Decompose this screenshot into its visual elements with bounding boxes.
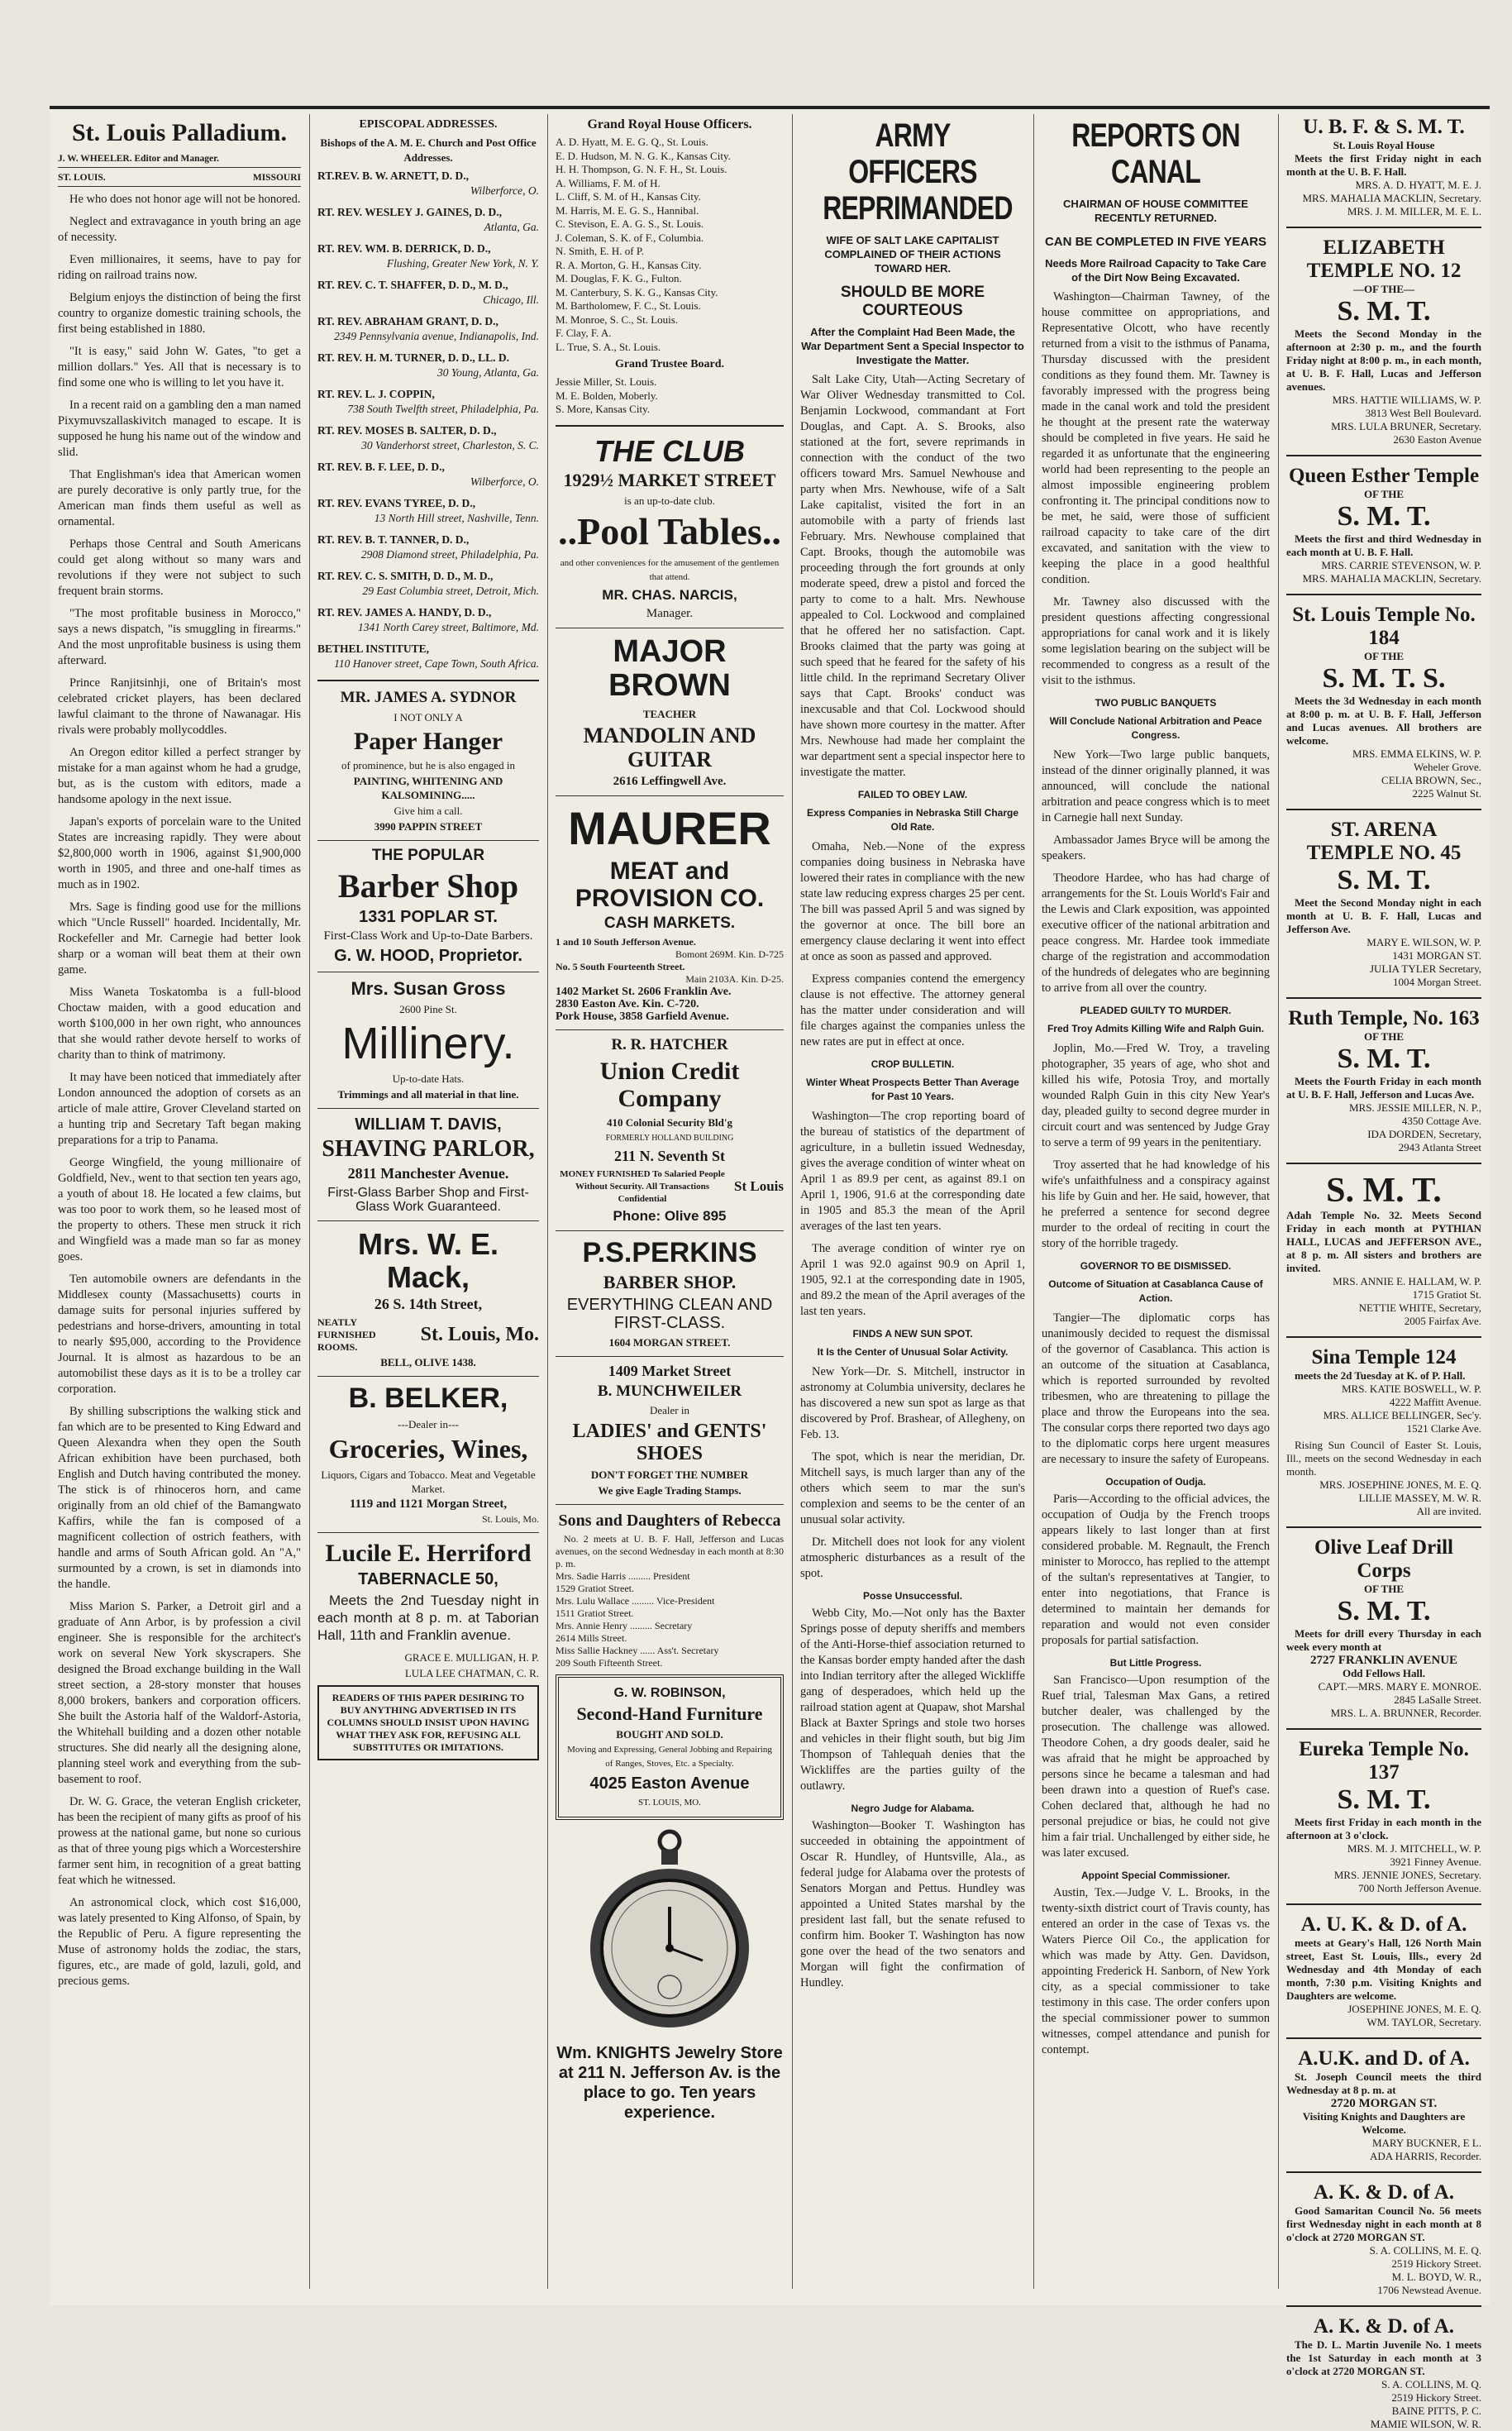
readers-notice: READERS OF THIS PAPER DESIRING TO BUY ANYTHING ADVERTISED IN ITS COLUMNS SHOULD INSIST UPON HAVING WHAT THEY ASK FOR, REFUSING ALL SUBSTITUTES OR IMITATIONS. [317,1685,539,1760]
officer-entry: N. Smith, E. H. of P. [556,245,644,257]
paragraph: Japan's exports of porcelain ware to the United States are increasing rapidly. They were about $2,800,000 worth in 1906, against $1,900,000 worth in 1905, and three and one-half times as much as in 1902. [58,815,301,891]
paragraph: An Oregon editor killed a perfect stranger by mistake for a man against whom he had a grudge, but, as is the custom with editors, made a handsome apology in the next issue. [58,746,301,806]
headline-canal: REPORTS ON CANAL [1071,117,1240,190]
bishop-address: 29 East Columbia street, Detroit, Mich. [362,585,539,597]
lodge-officer: MRS. J. M. MILLER, M. E. L. [1347,205,1481,217]
bishop-address: Flushing, Greater New York, N. Y. [386,257,539,270]
paragraph: Paris—According to the official advices, the occupation of Oudja by the French troops appears likely to last longer than at first considered probable. M. Regnault, the French minister to Morocco, has replied to the attempt of the sultan's representatives at Tangier, to enter into negotiations, that France is determined to maintain her demands for reparation and would not even consider proposals for partial satisfaction. [1042,1493,1270,1647]
bishop-entry [317,278,539,308]
lodge-body: Meet the Second Monday night in each month at U. B. F. Hall, Lucas and Jefferson Ave. [1286,896,1481,935]
paragraph: Dr. W. G. Grace, the veteran English cricketer, has been the recipient of many gifts as proof of his prowess at the national game, but none so curious as that of three young pigs which a Worcestershire farmer sent him, in recognition of a great batting feat which he witnessed. [58,1795,301,1887]
lodge-sub: OF THE [1363,1583,1405,1595]
bishop-entry [317,533,539,562]
paragraph: San Francisco—Upon resumption of the Ruef trial, Talesman Max Gans, a retired butcher dealer, was challenged by the prosecution. The challenge was allowed. Theodore Cohen, a dry goods dealer, said he was afraid that he might be approached by persons since he became a talesman and had been drawn into a question of Ruef's case. Cohen declared that, although he had no personal prejudice or bias, he could not give him a fair trial. Unchallenged by either side, he was later excused. [1042,1674,1270,1860]
bishop-entry [317,460,539,490]
ad-davis-shaving: WILLIAM T. DAVIS, SHAVING PARLOR, 2811 Manchester Avenue. First-Glass Barber Shop and First-Glass Work Guaranteed. [322,1115,535,1214]
story-banquets [1042,747,1270,996]
paragraph: Prince Ranjitsinhji, one of Britain's most celebrated cricket players, has been declared lawful claimant to the throne of Nawanagar. His rivals were probably mollycoddles. [58,676,301,737]
bishop-name: RT. REV. C. S. SMITH, D. D., M. D., [317,570,494,582]
lodge-officer: 2630 Easton Avenue [1393,433,1481,446]
lodge-body: Meets the Fourth Friday in each month at U. B. F. Hall, Jefferson and Lucas Ave. [1286,1075,1481,1101]
lodge-officer: 2519 Hickory Street. [1391,2391,1481,2404]
ad-robinson: G. W. ROBINSON, Second-Hand Furniture BOUGHT AND SOLD. Moving and Expressing, General Jobbing and Repairing of Ranges, Stoves, Etc. a Specialty. 4025 Easton Avenue ST. LOUIS, MO. [556,1674,784,1820]
lodge-officer: 4350 Cottage Ave. [1401,1115,1481,1127]
paragraph: Mr. Tawney also discussed with the president questions affecting congressional appropriations for canal work and it is likely some legislation bearing on the subject will be recommended to congress as a result of the visit to the isthmus. [1042,595,1270,687]
lodge-officer: 1431 MORGAN ST. [1392,949,1481,962]
bishop-address: 1341 North Carey street, Baltimore, Md. [358,621,539,633]
officer-entry: R. A. Morton, G. H., Kansas City. [556,258,702,271]
bishop-name: BETHEL INSTITUTE, [317,642,430,655]
paragraph: New York—Dr. S. Mitchell, instructor in astronomy at Columbia university, declares he has discovered a new sun spot as large as that discovered by Prof. Brashear, of Allegheny, on Feb. 13. [800,1365,1025,1441]
lodge-officer: MRS. L. A. BRUNNER, Recorder. [1330,1707,1481,1719]
lodge-line: Visiting Knights and Daughters are Welcome. [1302,2110,1466,2136]
bishop-name: RT. REV. B. T. TANNER, D. D., [317,533,470,546]
paragraph: Dr. Mitchell does not look for any violent atmospheric disturbances as a result of the spot. [800,1535,1025,1580]
bishop-entry [317,642,539,671]
lodge-officer: 1706 Newstead Avenue. [1377,2284,1481,2296]
masthead-title: St. Louis Palladium. [71,119,288,146]
lodge-notice [1286,116,1481,218]
lodge-divider [1286,455,1481,456]
lodge-emblem: S. M. T. [1337,1784,1431,1815]
lodge-title: A. K. & D. of A. [1313,2181,1455,2204]
lodge-officer: Weheler Grove. [1414,761,1481,773]
story-canal [1042,289,1270,689]
bishop-name: RT. REV. MOSES B. SALTER, D. D., [317,424,497,437]
column-5: REPORTS ON CANAL CHAIRMAN OF HOUSE COMMITTEE RECENTLY RETURNED. CAN BE COMPLETED IN FIVE YEARS Needs More Railroad Capacity to Take Care of the Dirt Now Being Excavated. Washington—Chairman Tawney, of the house committee on appropriations, and Representative Olcott, who have recently returned from a visit to the isthmus of Panama, Thursday discussed with the president conditions as they found them. Mr. Tawney is favorably impressed with the progress being made in the canal work and told the president he thought at the present rate the waterway should be completed in five years. He said he regarded it as unfortunate that the engineering world had been representing to the people an almost impossible engineering problem confronting it. The principal conditions now to be met, he said, were those of sufficient railroad capacity to take care of the dirt excavated, and sanitation with the view to keeping the place in a good healthful condition. Mr. Tawney also discussed with the president questions affecting congressional appropriations for canal work and it is likely some legislation bearing on the subject will be recommended to congress as a result of the visit to the isthmus. TWO PUBLIC BANQUETS Will Conclude National Arbitration and Peace Congress. New York—Two large public banquets, instead of the dinner originally planned, it was announced, will conclude the national arbitration and peace congress which is to meet in Carnegie hall next Sunday. Ambassador James Bryce will be among the speakers. Theodore Hardee, who has had charge of arrangements for the St. Louis World's Fair and the Lewis and Clark exposition, was appointed executive officer of the national arbitration and peace congress. Mr. Hardee took immediate charge of the registration and accommodation of the hundreds of delegates who are beginning to arrive from all over the country. PLEADED GUILTY TO MURDER. Fred Troy Admits Killing Wife and Ralph Guin. Joplin, Mo.—Fred W. Troy, a traveling photographer, 35 years of age, who shot and killed his wife, Potosia Troy, and mortally wounded Ralph Guin in this city New Year's day, pleaded guilty to second degree murder in circuit court and was sentenced by Judge Gray to serve a term of 99 years in the penitentiary. Troy asserted that he had knowledge of his wife's unfaithfulness and a conspiracy against his life by Guin and her. He said, however, that he preferred a sentence for second degree murder to the ordeal of reciting in court the story of the horrible tragedy. GOVERNOR TO BE DISMISSED. Outcome of Situation at Casablanca Cause of Action. Tangier—The diplomatic corps has unanimously decided to request the dismissal of the governor of Casablanca. This action is an outcome of the situation at Casablanca, which is reported surrounded by revolted tribesmen, who are threatening to pillage the place and throw the Europeans into the sea. The consular corps there reported two days ago to the diplomatic corps here urgent measures are necessary to insure the safety of Europeans. Occupation of Oudja. Paris—According to the official advices, the occupation of Oudja by the French troops appears likely to last longer than at first considered probable. M. Regnault, the French minister to Morocco, has replied to the attempt of the sultan's representatives at Tangier, to enter into negotiations, that France is determined to maintain her demands for reparation and would not even consider proposals for partial satisfaction. But Little Progress. San Francisco—Upon resumption of the Ruef trial, Talesman Max Gans, a retired butcher dealer, was challenged by the prosecution. The challenge was allowed. Theodore Cohen, a dry goods dealer, said he was afraid that he might be approached by persons since he became a talesman and had been drawn into a question of Ruef's case. Cohen declared that, although he had no personal prejudice or bias, he could not give him a fair trial. Unchallenged by either side, he was later excused. Appoint Special Commissioner. Austin, Tex.—Judge V. L. Brooks, in the twenty-sixth district court of Travis county, has entered an order in the case of Texas vs. the Waters Pierce Oil Co., the application for which was made by Atty. Gen. Davidson, appointing Frederick H. Sanborn, of New York city, as a special commissioner to take testimony in this case. The order confers upon the special commissioner power to summon witnesses, compel attendance and punish for contempt. [1042,117,1270,2056]
lodge-notice [1286,604,1481,800]
bishop-address: 110 Hanover street, Cape Town, South Africa. [334,657,539,670]
story-commissioner [1042,1885,1270,2058]
lodge-officer: 2519 Hickory Street. [1391,2257,1481,2270]
paragraph: Tangier—The diplomatic corps has unanimously decided to request the dismissal of the governor of Casablanca. This action is an outcome of the situation at Casablanca, which is reported surrounded by revolted tribesmen, who are threatening to pillage the place and throw the Europeans into the sea. The consular corps there reported two days ago to the diplomatic corps here urgent measures are necessary to insure the safety of Europeans. [1042,1311,1270,1466]
bishop-name: RT. REV. WESLEY J. GAINES, D. D., [317,206,502,218]
ad-maurer: MAURER MEAT and PROVISION CO. CASH MARKETS. 1 and 10 South Jefferson Avenue. Bomont 269M. Kin. D-725 No. 5 South Fourteenth Street. Main 2103A. Kin. D-25. 1402 Market St. 2606 Franklin Ave. 2830 Easton Ave. Kin. C-720. Pork House, 3858 Garfield Avenue. [556,802,784,1023]
bishop-entry [317,314,539,344]
lodge-title: A.U.K. and D. of A. [1298,2047,1470,2070]
lodge-officer: MRS. JENNIE JONES, Secretary. [1333,1869,1481,1881]
lodge-officer: 2845 LaSalle Street. [1394,1693,1481,1706]
headline-army-officers: ARMY OFFICERS REPRIMANDED [823,117,1013,227]
officer-entry: M. Monroe, S. C., St. Louis. [556,313,679,326]
ad-mack: Mrs. W. E. Mack, 26 S. 14th Street, NEATLY FURNISHED ROOMS. St. Louis, Mo. BELL, OLIVE 1438. [317,1226,539,1368]
paragraph: Mrs. Sage is finding good use for the millions which "Uncle Russell" hoarded. Incidentally, Mr. Rockefeller and Mr. Carnegie had better look sharp or a woman will beat them at their own game. [58,900,301,977]
paragraph: An astronomical clock, which cost $16,000, was lately presented to King Alfonso, of Spain, by the Republic of Peru. A figure representing the Muse of astronomy holds the zodiac, the stars, figures, etc., are made of gold, lazuli, gold, and precious gems. [58,1896,301,1988]
paragraph: Joplin, Mo.—Fred W. Troy, a traveling photographer, 35 years of age, who shot and killed his wife, Potosia Troy, and mortally wounded Ralph Guin in this city New Year's day, pleaded guilty to second degree murder in circuit court and was sentenced by Judge Gray to serve a term of 99 years in the penitentiary. [1042,1042,1270,1149]
officer-entry: M. Douglas, F. K. G., Fulton. [556,272,682,284]
lodge-sub: St. Louis Royal House [1333,139,1435,151]
lodge-officer: LILLIE MASSEY, M. W. R. [1358,1492,1481,1504]
paragraph: Webb City, Mo.—Not only has the Baxter Springs posse of deputy sheriffs and members of the Anti-Horse-thief association returned to the Kansas border empty handed after the dash into Indian territory after the alleged Wickliffe gang of desperadoes, which held up the railroad station agent at Quapaw, shot Marshal Black at Baxter Springs and stole two horses and vehicles in their flight south, but big Jim Thompson of Tahlequah denies that the Wickliffes are the parties guilty of the outlawry. [800,1607,1025,1793]
lodge-sub: OF THE [1363,488,1405,500]
lodge-title: U. B. F. & S. M. T. [1303,116,1465,138]
column-1 [50,114,309,2315]
officer-entry: Miss Sallie Hackney ...... Ass't. Secretary [556,1645,719,1657]
lodge-officer: S. A. COLLINS, M. Q. [1381,2378,1481,2390]
lodge-officer: MAMIE WILSON, W. R. [1370,2418,1481,2430]
lodge-notice [1286,2315,1481,2431]
paragraph: Express companies contend the emergency clause is not effective. The attorney general has the matter under consideration and will file charges against the companies unless the new rates are put in effect at once. [800,972,1025,1048]
lodge-title: Ruth Temple, No. 163 [1288,1007,1480,1029]
ad-gross-millinery: Mrs. Susan Gross 2600 Pine St. Millinery. Up-to-date Hats. Trimmings and all material in that line. [337,977,519,1101]
ad-the-club: THE CLUB 1929½ MARKET STREET is an up-to-date club. ..Pool Tables.. and other conveniences for the amusement of the gentlemen that attend. MR. CHAS. NARCIS, Manager. [558,433,781,620]
bishop-address: 13 North Hill street, Nashville, Tenn. [374,512,539,524]
lodge-officer: JULIA TYLER Secretary, [1369,962,1481,975]
officer-entry: 1511 Gratiot Street. [556,1607,634,1620]
paragraph: Washington—Booker T. Washington has succeeded in obtaining the appointment of Oscar R. Hundley, of Huntsville, Ala., as federal judge for Alabama over the protests of Senators Morgan and Pettus. Hundley was appointed a United States marshal by the president last fall, but the senate refused to confirm him. Booker T. Washington has now gone over the head of the two senators and Morgan will fight the confirmation of Hundley. [800,1819,1025,1989]
bishop-address: 2908 Diamond street, Philadelphia, Pa. [360,548,539,561]
lodge-officer: 2005 Fairfax Ave. [1404,1315,1481,1327]
bishop-entry [317,387,539,417]
bishop-address: 30 Vanderhorst street, Charleston, S. C. [361,439,539,451]
story-crop [800,1109,1025,1320]
paragraph: Ten automobile owners are defendants in the Middlesex county (Massachusetts) courts in damage suits for personal injuries suffered by pedestrians and horse-drivers, amounting in total to nearly $95,000, according to the Providence Journal. It is almost as hazardous to be an automobilist these days as it is to be a trolley car corporation. [58,1273,301,1396]
lodge-body: Meets the 3d Wednesday in each month at 8:00 p. m. at U. B. F. Hall, Jefferson and Lucas avenues. All brothers are welcome. [1286,695,1481,747]
lodge-officer: IDA DORDEN, Secretary, [1367,1128,1481,1140]
ad-herriford: Lucile E. Herriford TABERNACLE 50, Meets the 2nd Tuesday night in each month at 8 p. m. at Taborian Hall, 11th and Franklin avenue. GRACE E. MULLIGAN, H. P. LULA LEE CHATMAN, C. R. [317,1539,539,1679]
trustee-entry: Jessie Miller, St. Louis. [556,375,657,388]
paragraph: He who does not honor age will not be honored. [69,193,301,206]
bishop-entry [317,605,539,635]
lodge-sub: —OF THE— [1352,283,1415,295]
bishop-entry [317,496,539,526]
officer-entry: 2614 Mills Street. [556,1632,627,1645]
paragraph: The spot, which is near the meridian, Dr. Mitchell says, is much larger than any of the others which seem to mar the sun's complexion and seems to be the center of an unusual solar activity. [800,1450,1025,1526]
officer-entry: 209 South Fifteenth Street. [556,1657,663,1669]
lodge-officer: MARY BUCKNER, E L. [1371,2137,1481,2149]
ad-belker: B. BELKER, ---Dealer in--- Groceries, Wines, Liquors, Cigars and Tobacco. Meat and Vegetable Market. 1119 and 1121 Morgan Street, St. Louis, Mo. [321,1382,539,1525]
lodge-officer: MRS. A. D. HYATT, M. E. J. [1355,179,1481,191]
bishop-address: Wilberforce, O. [470,184,539,197]
bishop-name: RT. REV. ABRAHAM GRANT, D. D., [317,315,498,327]
lodge-emblem: S. M. T. [1337,1044,1431,1074]
bishop-entry [317,569,539,599]
lodge-notice [1286,236,1481,447]
lodge-officer: MRS. ANNIE E. HALLAM, W. P. [1333,1275,1481,1287]
lodge-divider [1286,1903,1481,1905]
bishop-name: RT.REV. B. W. ARNETT, D. D., [317,170,469,182]
lodge-divider [1286,1728,1481,1730]
lodge-divider [1286,1526,1481,1528]
paragraph: Omaha, Neb.—None of the express companies doing business in Nebraska have lowered their rates in compliance with the new state law reducing express charges 25 per cent. The bill was passed April 5 and was signed by the governor at once. The bill bore an emergency clause declaring it went into effect at once as soon as passed and approved. [800,840,1025,963]
lodge-officer: 2943 Atlanta Street [1398,1141,1481,1153]
lodge-emblem: S. M. T. S. [1322,663,1446,694]
lodge-officer: MRS. HATTIE WILLIAMS, W. P. [1332,394,1481,406]
bishop-address: 2349 Pennsylvania avenue, Indianapolis, Ind. [334,330,539,342]
bishop-entry [317,241,539,271]
lodge-notice [1286,2047,1481,2163]
ad-barber-shop: THE POPULAR Barber Shop 1331 POPLAR ST. First-Class Work and Up-to-Date Barbers. G. W. HOOD, Proprietor. [323,846,533,965]
story-progress [1042,1673,1270,1861]
lodge-title: Eureka Temple No. 137 [1299,1738,1469,1784]
lodge-notice [1286,1346,1481,1518]
lodge-officer: MRS. ALLICE BELLINGER, Sec'y. [1323,1409,1481,1421]
lodge-title: St. Louis Temple No. 184 [1292,604,1476,649]
lodge-officer: All are invited. [1416,1505,1481,1517]
lodge-officer: BAINE PITTS, P. C. [1391,2405,1481,2417]
bishop-name: RT. REV. WM. B. DERRICK, D. D., [317,242,491,255]
paragraph: The average condition of winter rye on April 1 was 92.0 against 90.9 on April 1, 1905, 92.1 at the corresponding date in 1905, and 89.2 the mean of the April averages of the last ten years. [800,1242,1025,1318]
paragraph: Austin, Tex.—Judge V. L. Brooks, in the twenty-sixth district court of Travis county, has entered an order in the case of Texas vs. the Waters Pierce Oil Co., the application for which was made by Atty. Gen. Davidson, appointing Frederick H. Sanborn, of New York city, as a special commissioner to take testimony in this case. The order confers upon the special commissioner power to summon witnesses, compel attendance and punish for contempt. [1042,1886,1270,2056]
lodge-officer: 700 North Jefferson Avenue. [1358,1882,1481,1894]
officer-entry: H. H. Thompson, G. N. F. H., St. Louis. [556,163,727,175]
story-negro-judge [800,1818,1025,1991]
ad-major-brown: MAJOR BROWN TEACHER MANDOLIN AND GUITAR 2616 Leffingwell Ave. [583,633,756,789]
trustee-heading: Grand Trustee Board. [614,358,725,370]
top-rule [50,106,1490,109]
lodge-officer: MRS. LULA BRUNER, Secretary. [1331,420,1481,432]
lodge-officer: MRS. MAHALIA MACKLIN, Secretary. [1302,192,1481,204]
officer-entry: 1529 Gratiot Street. [556,1583,634,1595]
lodge-officer: MRS. CARRIE STEVENSON, W. P. [1321,559,1481,571]
story-oudja [1042,1492,1270,1649]
ad-perkins: P.S.PERKINS BARBER SHOP. EVERYTHING CLEAN AND FIRST-CLASS. 1604 MORGAN STREET. [566,1237,773,1349]
paragraph: Salt Lake City, Utah—Acting Secretary of War Oliver Wednesday transmitted to Col. Benjamin Lockwood, commandant at Fort Douglas, and Capt. A. S. Brooks, also stationed at the fort, severe reprimands in connection with the conduct of the two officers toward Mrs. Samuel Newhouse and party when Mrs. Newhouse, wife of a Salt Lake capitalist, visited the fort in an automobile with a party of friends last February. Mrs. Newhouse complained that Capt. Brooks, though the automobile was proceeding through the fort grounds at only moderate speed, drew a pistol and forced the party to come to a halt. Mrs. Newhouse appealed to Col. Lockwood and complained that he offered her no satisfaction. Capt. Brooks claimed that the party was going at such speed that he feared for the safety of his little child. In the reprimand Secretary Oliver says that Capt. Brooks' conduct was inexcusable and that Col. Lockwood should have shown more courtesy in the matter. After Mrs. Newhouse had made her complaint the war department sent a special inspector here to investigate the matter. [800,373,1025,779]
lodge-divider [1286,2037,1481,2039]
lodge-body: meets the 2d Tuesday at K. of P. Hall. [1295,1369,1466,1382]
lodge-officer: MRS. JESSIE MILLER, N. P., [1349,1101,1481,1114]
paragraph: Miss Marion S. Parker, a Detroit girl and a graduate of Ann Arbor, is by profession a civil engineer. She is responsible for the architect's work on several New York skyscrapers. She designed the Broad exchange building in the Wall street section, a 28-story monster that houses 8,000 brokers, bankers and corporation officers. She built the Astoria half of the Waldorf-Astoria, the Whitehall building and a dozen other notable structures. She did nearly all the designing alone, planning steel work and everything from the sub-basement to roof. [58,1600,301,1786]
story-army [800,372,1025,781]
lodge-body: Meets first Friday in each month in the afternoon at 3 o'clock. [1286,1816,1481,1841]
story-sun-spot [800,1364,1025,1582]
episcopal-heading: EPISCOPAL ADDRESSES. [359,118,498,131]
column-3 [547,114,792,2315]
lodge-address: 2720 MORGAN ST. [1330,2097,1438,2110]
lodge-officer: 1715 Gratiot St. [1412,1288,1481,1301]
lodge-divider [1286,809,1481,810]
masthead-state: MISSOURI [252,173,301,183]
bishop-name: RT. REV. C. T. SHAFFER, D. D., M. D., [317,279,508,291]
lodge-officer: CELIA BROWN, Sec., [1381,774,1481,786]
bishop-entry [317,351,539,380]
lodge-emblem: S. M. T. [1337,865,1431,896]
lodge-title: Sina Temple 124 [1311,1346,1457,1368]
officer-entry: Mrs. Sadie Harris ......... President [556,1570,690,1583]
lodge-notice [1286,1738,1481,1895]
lodge-emblem: S. M. T. [1326,1172,1442,1210]
bishop-entry [317,205,539,235]
lodge-divider [1286,1336,1481,1338]
ad-rebecca: Sons and Daughters of Rebecca No. 2 meets at U. B. F. Hall, Jefferson and Lucas avenues, on the second Wednesday in each month at 8:30 p. m. Mrs. Sadie Harris ......... President 1529 Gratiot Street. Mrs. Lulu Wallace ......... Vice-President 1511 Gratiot Street. Mrs. Annie Henry ......... Secretary 2614 Mills Street. Miss Sallie Hackney ...... Ass't. Secretary 209 South Fifteenth Street. [556,1512,784,1669]
lodge-body: The D. L. Martin Juvenile No. 1 meets the 1st Saturday in each month at 3 o'clock at 2720 MORGAN ST. [1286,2338,1481,2377]
pocket-watch-icon [587,1828,752,2035]
bishop-address: 738 South Twelfth street, Philadelphia, Pa. [347,403,539,415]
bishop-entry [317,169,539,198]
lodge-notice [1286,1007,1481,1154]
trustee-entry: S. More, Kansas City. [556,403,650,415]
bishop-address: Chicago, Ill. [483,294,539,306]
paragraph: Perhaps those Central and South Americans could get along without so many wars and revolutions if they were not subject to such frequent brain storms. [58,537,301,598]
officer-entry: E. D. Hudson, M. N. G. K., Kansas City. [556,149,731,162]
officer-entry: L. True, S. A., St. Louis. [556,340,661,353]
lodge-body: meets at Geary's Hall, 126 North Main street, East St. Louis, Ills., every 2d Wednesday and 4th Monday of each month, 7:30 p.m. Visiting Knights and Daughters are welcome. [1286,1937,1481,2002]
lodge-sub: OF THE [1363,650,1405,662]
paragraph: Even millionaires, it seems, have to pay for riding on railroad trains now. [58,253,301,282]
bishop-name: RT. REV. L. J. COPPIN, [317,388,435,400]
bishop-name: RT. REV. B. F. LEE, D. D., [317,461,445,473]
story-express [800,839,1025,1050]
officer-entry: M. Harris, M. E. G. S., Hannibal. [556,203,699,217]
story-posse [800,1606,1025,1794]
paragraph: "It is easy," said John W. Gates, "to get a million dollars." Yes. All that is necessary is to find some one who is willing to let you have it. [58,345,301,389]
ad-hatcher: R. R. HATCHER Union Credit Company 410 Colonial Security Bld'g FORMERLY HOLLAND BUILDING 211 N. Seventh St MONEY FURNISHED To Salaried People Without Security. All Transactions Confidential St Louis Phone: Olive 895 [560,1035,784,1224]
paragraph: Washington—Chairman Tawney, of the house committee on appropriations, and Representative Olcott, who have recently returned from a visit to the isthmus of Panama, Thursday discussed with the president conditions as they found them. Mr. Tawney is favorably impressed with the progress being made in the canal work and told the president he thought at the present rate the waterway should be completed in five years. He said he regarded it as unfortunate that the engineering world had been representing to the people an almost impossible engineering problem confronting it. The principal conditions now to be met, he said, were those of sufficient railroad capacity to take care of the dirt excavated, and sanitation with the view to keeping the place in a good healthful condition. [1042,290,1270,586]
lodge-divider [1286,1163,1481,1164]
masthead-editor: J. W. WHEELER. Editor and Manager. [58,154,301,168]
lodge-title: A. U. K. & D. of A. [1300,1913,1467,1936]
lodge-emblem: S. M. T. [1337,1596,1431,1626]
lodge-extra: Rising Sun Council of Easter St. Louis, Ill., meets on the second Wednesday in each month. [1286,1439,1481,1478]
officer-entry: Mrs. Annie Henry ......... Secretary [556,1620,693,1632]
lodge-title: Queen Esther Temple [1288,465,1480,487]
officer-entry: A. Williams, F. M. of H. [556,176,661,189]
lodge-officer: MRS. KATIE BOSWELL, W. P. [1341,1383,1481,1395]
bishop-name: RT. REV. EVANS TYREE, D. D., [317,497,475,509]
lodge-title: ELIZABETH TEMPLE NO. 12 [1306,236,1462,282]
paragraph: By shilling subscriptions the walking stick and fan which are to be presented to King Edward and Queen Alexandra when they open the South African exhibition have been purchased, both English and Dutch having contributed the money. The stick is of rhinoceros horn, and came originally from an old chief of the Bamangwato Kaffirs, while the fan is composed of a magnificent collection of ostrich feathers, with handle and arms of South African gold. An "A," surmounted by a crown, is set in diamonds into the handle. [58,1405,301,1591]
lodge-notice [1286,465,1481,585]
masthead-city: ST. LOUIS. [58,173,106,183]
lodge-title: ST. ARENA TEMPLE NO. 45 [1306,819,1462,864]
bishop-name: RT. REV. H. M. TURNER, D. D., LL. D. [317,351,510,364]
lodge-divider [1286,2305,1481,2307]
lodge-officer: MRS. EMMA ELKINS, W. P. [1352,747,1481,760]
paragraph: That Englishman's idea that American women are purely decorative is only partly true, for the American man finds them useful as well as ornamental. [58,468,301,528]
lodge-body: Meets the first Friday night in each month at the U. B. F. Hall. [1286,152,1481,178]
royal-house-heading: Grand Royal House Officers. [587,117,752,131]
masthead-location [58,173,301,187]
bishop-entry [317,423,539,453]
lodge-emblem: S. M. T. [1337,296,1431,327]
bishop-address: 30 Young, Atlanta, Ga. [436,366,539,379]
lodge-body: Meets for drill every Thursday in each week every month at [1286,1627,1481,1653]
bishop-address: Atlanta, Ga. [484,221,539,233]
lodge-officer: 4222 Maffitt Avenue. [1389,1396,1481,1408]
lodge-officer: MRS. M. J. MITCHELL, W. P. [1347,1842,1481,1855]
lodge-divider [1286,227,1481,228]
officer-entry: Mrs. Lulu Wallace ......... Vice-President [556,1595,715,1607]
bishops-subheading: Bishops of the A. M. E. Church and Post Office Addresses. [320,136,537,164]
lodge-divider [1286,2171,1481,2173]
ad-munchweiler: 1409 Market Street B. MUNCHWEILER Dealer in LADIES' and GENTS' SHOES DON'T FORGET THE NUMBER We give Eagle Trading Stamps. [572,1362,767,1497]
officer-list [556,136,784,354]
ad-knights: Wm. KNIGHTS Jewelry Store at 211 N. Jefferson Av. is the place to go. Ten years experience. [556,2044,783,2123]
column-6 [1278,114,1490,2430]
lodge-officer: MARY E. WILSON, W. P. [1367,936,1481,948]
lodge-body: Adah Temple No. 32. Meets Second Friday in each month at PYTHIAN HALL, LUCAS and JEFFERSON AVE., at 8 p. m. All sisters and brothers are invited. [1286,1209,1481,1274]
lodge-divider [1286,997,1481,999]
paragraph: Belgium enjoys the distinction of being the first country to organize domestic training schools, the first being established in 1880. [58,291,301,336]
paragraph: New York—Two large public banquets, instead of the dinner originally planned, it was announced, will conclude the national arbitration and peace congress which is to meet in Carnegie hall next Sunday. [1042,748,1270,824]
lodge-address: 2727 FRANKLIN AVENUE [1309,1654,1458,1667]
lodge-officer: JOSEPHINE JONES, M. E. Q. [1347,2003,1481,2015]
officer-entry: J. Coleman, S. K. of F., Columbia. [556,231,704,244]
ad-sydnor: MR. JAMES A. SYDNOR I NOT ONLY A Paper Hanger of prominence, but he is also engaged in PAINTING, WHITENING AND KALSOMINING..... Give him a call. 3990 PAPPIN STREET [340,689,517,833]
lodge-officer: CAPT.—MRS. MARY E. MONROE. [1318,1680,1481,1693]
lodge-notice [1286,1536,1481,1720]
officer-entry: A. D. Hyatt, M. E. G. Q., St. Louis. [556,136,708,148]
paragraph: Miss Waneta Toskatomba is a full-blood Choctaw maiden, with a good education and worth $100,000 in her own right, who announces that she would rather devote herself to works of charity than to think of matrimony. [58,986,301,1062]
trustee-list [556,375,784,417]
bishop-list [317,169,539,671]
lodge-officer: 2225 Walnut St. [1412,787,1481,800]
lodge-body: Meets the Second Monday in the afternoon at 2:30 p. m., and the fourth Friday night at 8:00 p. m., in each month, at U. B. F. Hall, Lucas and Jefferson avenues. [1286,327,1481,393]
lodge-notice [1286,819,1481,989]
lodge-officer: ADA HARRIS, Recorder. [1369,2150,1481,2162]
lodge-officer: 1004 Morgan Street. [1393,976,1481,988]
paragraph: Neglect and extravagance in youth bring an age of necessity. [58,215,301,244]
lodge-sub: OF THE [1363,1030,1405,1043]
paragraph: It may have been noticed that immediately after London announced the adoption of corsets as an article of male attire, Grover Cleveland started on a hunting trip and Secretary Taft began making preparations for a trip to Panama. [58,1071,301,1147]
lodge-notice [1286,1173,1481,1328]
officer-entry: L. Cliff, S. M. of H., Kansas City. [556,190,701,203]
lodge-notice [1286,1913,1481,2029]
column-4: ARMY OFFICERS REPRIMANDED WIFE OF SALT LAKE CAPITALIST COMPLAINED OF THEIR ACTIONS TOWARD HER. SHOULD BE MORE COURTEOUS After the Complaint Had Been Made, the War Department Sent a Special Inspector to Investigate the Matter. Salt Lake City, Utah—Acting Secretary of War Oliver Wednesday transmitted to Col. Benjamin Lockwood, commandant at Fort Douglas, and Capt. A. S. Brooks, also stationed at the fort, severe reprimands in connection with the conduct of the two officers toward Mrs. Samuel Newhouse and party when Mrs. Newhouse, wife of a Salt Lake capitalist, visited the fort in an automobile with a party of friends last February. Mrs. Newhouse complained that Capt. Brooks, though the automobile was proceeding through the fort grounds at only moderate speed, drew a pistol and forced the party to come to a halt. Mrs. Newhouse appealed to Col. Lockwood and complained that he offered her no satisfaction. Capt. Brooks claimed that the party was going at such speed that he feared for the safety of his little child. In the reprimand Secretary Oliver says that Capt. Brooks' conduct was inexcusable and that Col. Lockwood should have shown more courtesy in the matter. After Mrs. Newhouse had made her complaint the war department sent a special inspector here to investigate the matter. FAILED TO OBEY LAW. Express Companies in Nebraska Still Charge Old Rate. Omaha, Neb.—None of the express companies doing business in Nebraska have lowered their rates in compliance with the new state law reducing express charges 25 per cent. The bill was passed April 5 and was signed by the governor at once. The bill bore an emergency clause declaring it went into effect at once as soon as passed and approved. Express companies contend the emergency clause is not effective. The attorney general has the matter under consideration and will file charges against the companies unless the new rates are put in effect at once. CROP BULLETIN. Winter Wheat Prospects Better Than Average for Past 10 Years. Washington—The crop reporting board of the bureau of statistics of the department of agriculture, in a bulletin issued Wednesday, gives the average condition of winter wheat on April 1 as 89.9 per cent, as against 89.1 on April 1, 1906, 91.6 at the corresponding date in 1905 and 85.3 the mean of the April averages of the last ten years. The average condition of winter rye on April 1 was 92.0 against 90.9 on April 1, 1905, 92.1 at the corresponding date in 1905, and 89.2 the mean of the April averages of the last ten years. FINDS A NEW SUN SPOT. It Is the Center of Unusual Solar Activity. New York—Dr. S. Mitchell, instructor in astronomy at Columbia university, declares he has discovered a new sun spot as large as that discovered by Prof. Brashear, of Allegheny, on Feb. 13. The spot, which is near the meridian, Dr. Mitchell says, is much larger than any of the others which seem to mar the sun's complexion and seems to be the center of an unusual solar activity. Dr. Mitchell does not look for any violent atmospheric disturbances as a result of the spot. Posse Unsuccessful. Webb City, Mo.—Not only has the Baxter Springs posse of deputy sheriffs and members of the Anti-Horse-thief association returned to the Kansas border empty handed after the dash into Indian territory after the alleged Wickliffe gang of desperadoes, which held up the railroad station agent at Quapaw, shot Marshal Black at Baxter Springs and stole two horses and vehicles in their flight south, but big Jim Thompson of Tahlequah denies that the Wickliffes are the parties guilty of the outlawry. Negro Judge for Alabama. Washington—Booker T. Washington has succeeded in obtaining the appointment of Oscar R. Hundley, of Huntsville, Ala., as federal judge for Alabama over the protests of Senators Morgan and Pettus. Hundley was appointed a United States marshal by the president last fall, but the senate refused to confirm him. Booker T. Washington has now gone over the head of the two senators and Morgan will fight the confirmation of Hundley. [800,117,1025,1989]
paragraph: George Wingfield, the young millionaire of Goldfield, Nev., went to that section ten years ago, a youth of about 18. He located a few claims, but was too poor to work them, so he leased most of the property to others. These men struck it rich and Wingfield was a made man so far as money goes. [58,1156,301,1263]
paragraph: Theodore Hardee, who has had charge of arrangements for the St. Louis World's Fair and the Lewis and Clark exposition, was appointed executive officer of the national arbitration and peace congress. Mr. Hardee took immediate charge of the registration and accommodation of the hundreds of delegates who are beginning to arrive from all over the country. [1042,872,1270,995]
story-governor [1042,1311,1270,1468]
paragraph: In a recent raid on a gambling den a man named Pixymuvszallaskivitch managed to escape. It is supposed he hung his name out of the window and slid. [58,399,301,459]
officer-entry: M. Bartholomew, F. C., St. Louis. [556,299,701,312]
paragraph: Troy asserted that he had knowledge of his wife's unfaithfulness and a conspiracy against his life by Guin and her. He said, however, that he preferred a sentence for second degree murder to the ordeal of reciting in court the story of the horrible tragedy. [1042,1158,1270,1250]
lodge-officer: MRS. JOSEPHINE JONES, M. E. Q. [1319,1478,1481,1491]
column-2 [309,114,547,2315]
lodge-officer: MRS. MAHALIA MACKLIN, Secretary. [1302,572,1481,585]
lodge-body: Good Samaritan Council No. 56 meets first Wednesday night in each month at 8 o'clock at 2720 MORGAN ST. [1286,2204,1481,2243]
lodge-officer: 1521 Clarke Ave. [1406,1422,1481,1435]
paragraph: Ambassador James Bryce will be among the speakers. [1042,833,1270,862]
trustee-entry: M. E. Bolden, Moberly. [556,389,658,402]
lodge-officer: NETTIE WHITE, Secretary, [1358,1301,1481,1314]
bishop-name: RT. REV. JAMES A. HANDY, D. D., [317,606,492,618]
paragraph: Washington—The crop reporting board of the bureau of statistics of the department of agriculture, in a bulletin issued Wednesday, gives the average condition of winter wheat on April 1 as 89.9 per cent, as against 89.1 on April 1, 1906, 91.6 at the corresponding date in 1905 and 85.3 the mean of the April averages of the last ten years. [800,1110,1025,1233]
lodge-body: Meets the first and third Wednesday in each month at U. B. F. Hall. [1286,533,1481,558]
lodge-title: A. K. & D. of A. [1313,2315,1455,2338]
lodge-notice [1286,2181,1481,2297]
bishop-address: Wilberforce, O. [470,475,539,488]
paragraph-list [58,192,301,1989]
lodge-officer: 3813 West Bell Boulevard. [1365,407,1481,419]
lodge-officer: M. L. BOYD, W. R., [1391,2271,1481,2283]
officer-entry: F. Clay, F. A. [556,327,612,339]
lodge-officer: S. A. COLLINS, M. E. Q. [1369,2244,1481,2257]
rebecca-officer-list [556,1570,784,1669]
lodge-title: Olive Leaf Drill Corps [1314,1536,1454,1582]
paragraph: "The most profitable business in Morocco," says a news dispatch, "is smuggling in firearms." And the most unprofitable business is using them afterward. [58,607,301,667]
lodge-body: St. Joseph Council meets the third Wednesday at 8 p. m. at [1286,2070,1481,2096]
lodge-officer: WM. TAYLOR, Secretary. [1367,2016,1481,2028]
lodge-emblem: S. M. T. [1337,501,1431,532]
lodge-line: Odd Fellows Hall. [1342,1667,1426,1679]
officer-entry: C. Stevison, E. A. G. S., St. Louis. [556,217,704,230]
lodge-divider [1286,594,1481,595]
officer-entry: M. Canterbury, S. K. G., Kansas City. [556,285,718,299]
story-murder [1042,1041,1270,1252]
lodge-officer: 3921 Finney Avenue. [1390,1855,1481,1868]
